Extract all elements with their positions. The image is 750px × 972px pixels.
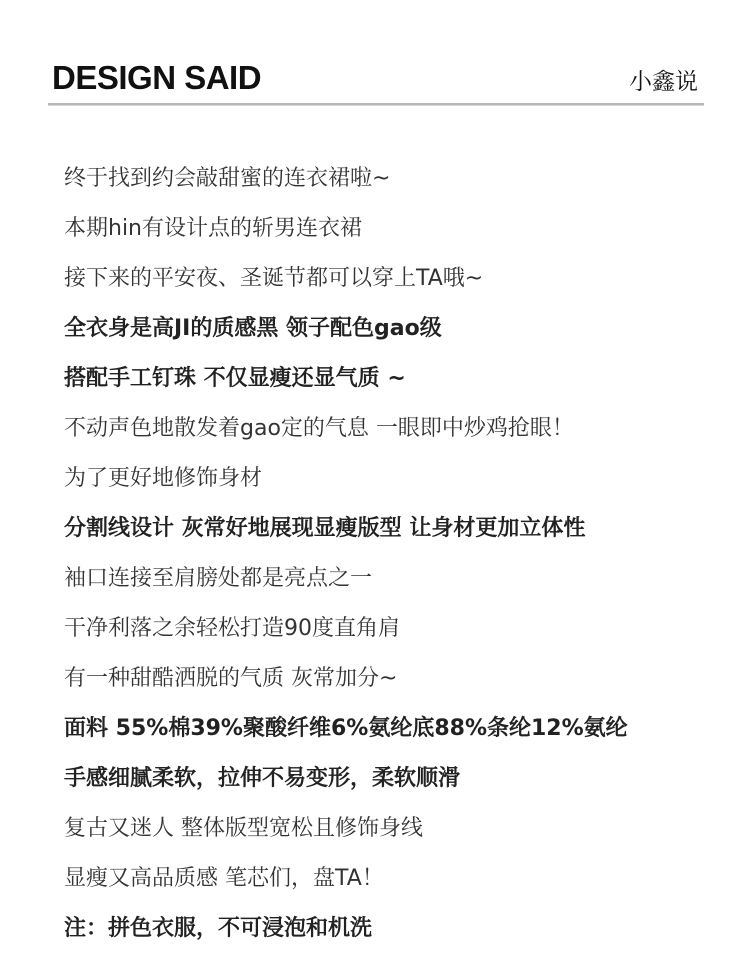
article-body bbox=[64, 154, 724, 954]
text-line: 有一种甜酷洒脱的气质 灰常加分~ bbox=[64, 666, 398, 691]
text-line: 干净利落之余轻松打造90度直角肩 bbox=[64, 616, 400, 641]
text-line: 全衣身是高JI的质感黑 领子配色gao级 bbox=[64, 316, 442, 341]
text-line: 显瘦又高品质感 笔芯们，盘TA！ bbox=[64, 866, 384, 891]
text-line: 分割线设计 灰常好地展现显瘦版型 让身材更加立体性 bbox=[64, 516, 586, 541]
text-line: 搭配手工钉珠 不仅显瘦还显气质 ~ bbox=[64, 366, 406, 391]
text-line: 终于找到约会敲甜蜜的连衣裙啦~ bbox=[64, 166, 391, 191]
page-header bbox=[48, 56, 704, 106]
header-divider bbox=[48, 103, 704, 106]
text-line: 接下来的平安夜、圣诞节都可以穿上TA哦~ bbox=[64, 266, 484, 291]
text-line: 注：拼色衣服，不可浸泡和机洗 bbox=[64, 916, 373, 941]
text-line: 袖口连接至肩膀处都是亮点之一 bbox=[64, 566, 373, 591]
text-line: 手感细腻柔软，拉伸不易变形，柔软顺滑 bbox=[64, 766, 461, 791]
text-line: 不动声色地散发着gao定的气息 一眼即中炒鸡抢眼！ bbox=[64, 416, 574, 441]
text-line: 本期hin有设计点的斩男连衣裙 bbox=[64, 216, 362, 241]
text-line: 面料 55%棉39%聚酸纤维6%氨纶底88%条纶12%氨纶 bbox=[64, 716, 628, 741]
brand-title: DESIGN SAID bbox=[52, 59, 262, 96]
text-line: 复古又迷人 整体版型宽松且修饰身线 bbox=[64, 816, 423, 841]
text-line: 为了更好地修饰身材 bbox=[64, 466, 263, 491]
author-name: 小鑫说 bbox=[629, 69, 698, 95]
